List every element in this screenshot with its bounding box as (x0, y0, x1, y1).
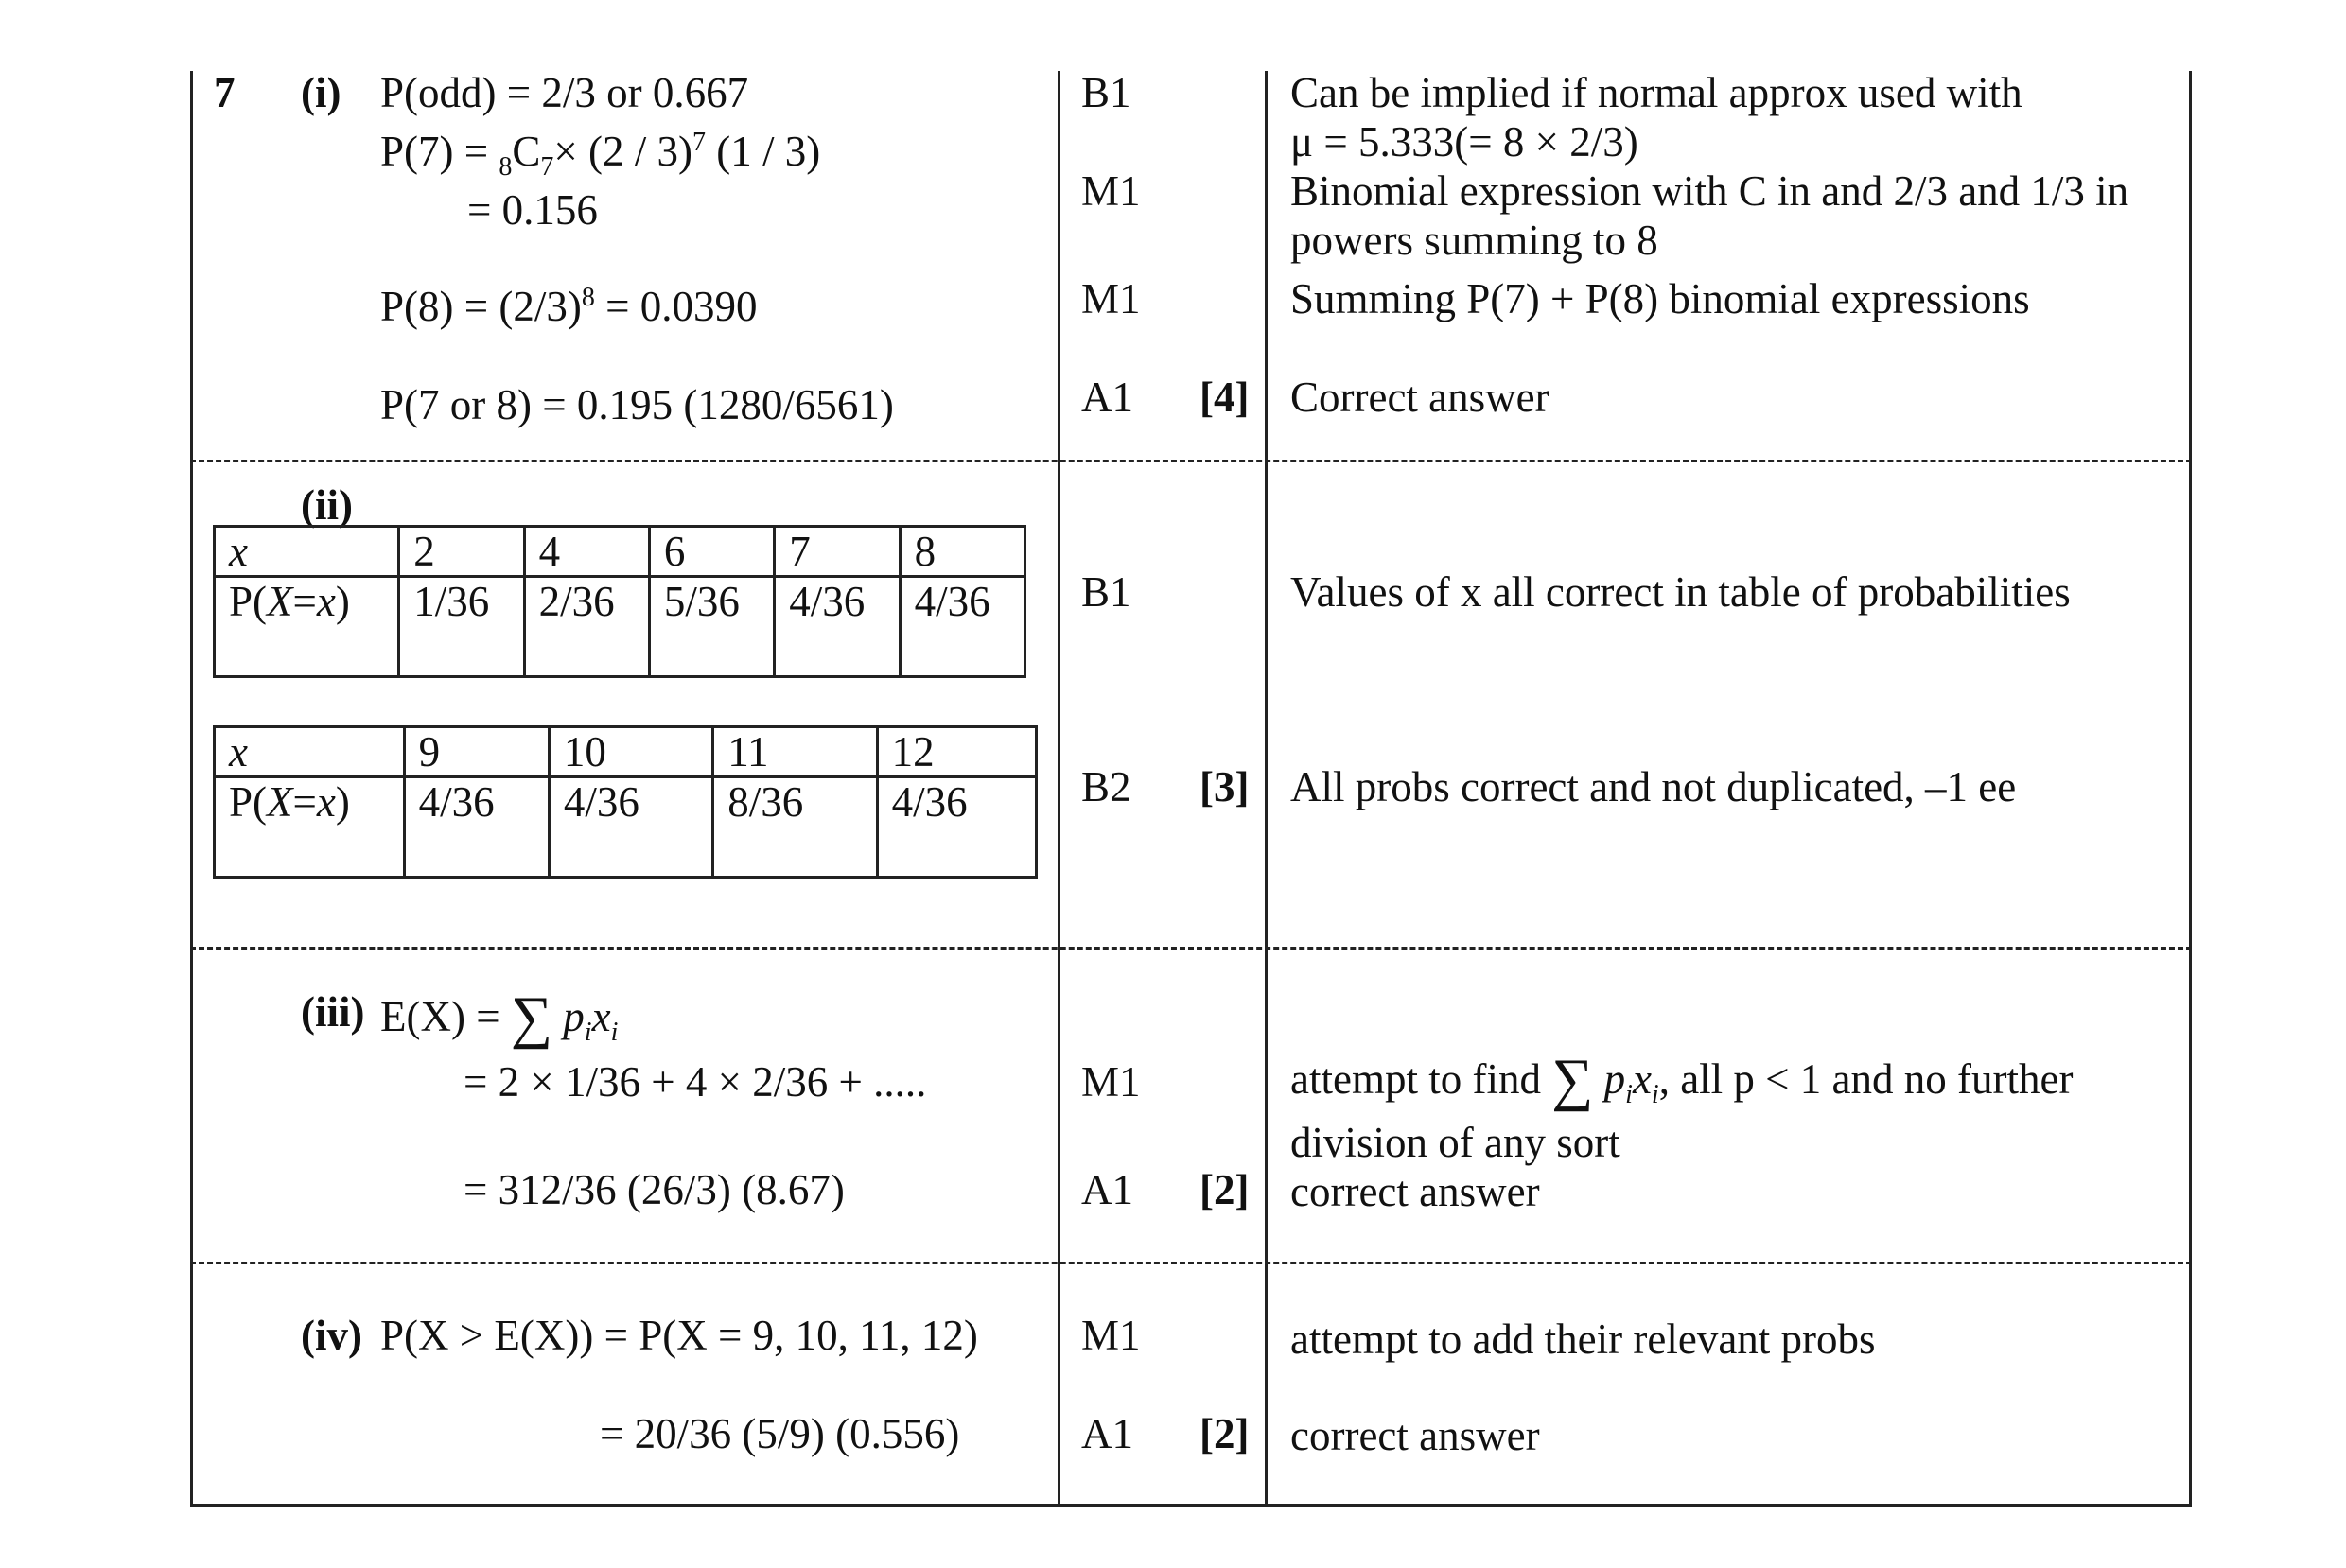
part-iii-line-1: E(X) = ∑ $p_ix_i$ (380, 985, 619, 1050)
part-iv-guidance-2: correct answer (1290, 1412, 1540, 1459)
sigma-symbol: ∑ (510, 985, 553, 1050)
part-i-mark-1: B1 (1081, 69, 1131, 116)
table-border-right (2189, 71, 2192, 1507)
part-iii-line-3: = 312/36 (26/3) (8.67) (464, 1166, 845, 1213)
divider-ii-iii (190, 947, 2192, 950)
table-border-mid2 (1265, 71, 1268, 1507)
probability-table-1 (213, 525, 1026, 678)
table-cell: P(X=x) (215, 777, 405, 878)
part-i-guidance-5: Summing P(7) + P(8) binomial expressions (1290, 275, 2030, 322)
part-ii-mark-1: B1 (1081, 568, 1131, 616)
part-i-mark-4: A1 (1081, 374, 1133, 421)
part-i-line-2: $P(7) = _8C_7\times (2 / 3)^7$ (1 / 3) (380, 128, 821, 182)
table-cell: 2 (399, 527, 524, 577)
part-iii-total: [2] (1199, 1166, 1250, 1213)
table-cell: 9 (404, 727, 549, 777)
table-border-bottom (190, 1504, 2192, 1507)
part-iii-label: (iii) (301, 988, 365, 1036)
table-cell: 8/36 (713, 777, 877, 878)
table-cell: 12 (877, 727, 1036, 777)
part-iv-line-2: = 20/36 (5/9) (0.556) (600, 1410, 960, 1457)
part-i-guidance-3: Binomial expression with C in and 2/3 and 1/3 in (1290, 167, 2129, 215)
table-cell: 6 (649, 527, 774, 577)
probability-table-2 (213, 725, 1038, 879)
part-ii-mark-2: B2 (1081, 763, 1131, 810)
part-iv-line-1: P(X > E(X)) = P(X = 9, 10, 11, 12) (380, 1312, 978, 1359)
table-cell: P(X=x) (215, 577, 399, 677)
table-cell: 1/36 (399, 577, 524, 677)
table-cell: 11 (713, 727, 877, 777)
part-i-total: [4] (1199, 374, 1250, 421)
table-cell: 7 (775, 527, 900, 577)
part-iv-label: (iv) (301, 1312, 362, 1359)
part-i-line-4: $P(8) = (2/3)^8 = 0.0390$ (380, 283, 758, 330)
table-cell: 4/36 (404, 777, 549, 878)
table-border-mid1 (1058, 71, 1060, 1507)
part-iii-guidance-3: correct answer (1290, 1168, 1540, 1215)
part-i-guidance-6: Correct answer (1290, 374, 1549, 421)
part-i-mark-3: M1 (1081, 275, 1141, 322)
table-cell: 4 (524, 527, 649, 577)
part-iv-mark-1: M1 (1081, 1312, 1141, 1359)
part-i-mark-2: M1 (1081, 167, 1141, 215)
table-cell: 2/36 (524, 577, 649, 677)
part-i-guidance-4: powers summing to 8 (1290, 217, 1658, 264)
part-iv-total: [2] (1199, 1410, 1250, 1457)
part-ii-total: [3] (1199, 763, 1250, 810)
part-i-label: (i) (301, 69, 341, 116)
table-cell: x (215, 727, 405, 777)
question-number: 7 (214, 69, 236, 116)
part-ii-guidance-1: Values of x all correct in table of probabilities (1290, 568, 2071, 616)
part-ii-guidance-2: All probs correct and not duplicated, –1 ee (1290, 763, 2017, 810)
table-cell: 4/36 (775, 577, 900, 677)
table-cell: 4/36 (877, 777, 1036, 878)
divider-iii-iv (190, 1262, 2192, 1264)
part-iii-line-2: = 2 × 1/36 + 4 × 2/36 + ..... (464, 1058, 927, 1106)
part-iii-mark-2: A1 (1081, 1166, 1133, 1213)
part-iii-mark-1: M1 (1081, 1058, 1141, 1106)
table-cell: 4/36 (549, 777, 712, 878)
table-cell: 8 (900, 527, 1024, 577)
part-iii-guidance-1: attempt to find ∑ $p_ix_i$, all p < 1 and no further (1290, 1048, 2074, 1112)
table-cell: x (215, 527, 399, 577)
table-cell: 10 (549, 727, 712, 777)
part-i-guidance-2: μ = 5.333(= 8 × 2/3) (1290, 118, 1638, 166)
part-ii-label: (ii) (301, 481, 353, 529)
part-iv-mark-2: A1 (1081, 1410, 1133, 1457)
part-i-line-1: P(odd) = 2/3 or 0.667 (380, 69, 749, 116)
part-i-line-3: = 0.156 (467, 186, 598, 234)
part-i-line-5: P(7 or 8) = 0.195 (1280/6561) (380, 381, 894, 428)
sigma-symbol: ∑ (1551, 1048, 1594, 1112)
table-cell: 4/36 (900, 577, 1024, 677)
divider-i-ii (190, 460, 2192, 462)
part-iii-guidance-2: division of any sort (1290, 1119, 1620, 1166)
table-border-left (190, 71, 193, 1507)
part-i-guidance-1: Can be implied if normal approx used with (1290, 69, 2022, 116)
part-iv-guidance-1: attempt to add their relevant probs (1290, 1315, 1876, 1363)
table-cell: 5/36 (649, 577, 774, 677)
